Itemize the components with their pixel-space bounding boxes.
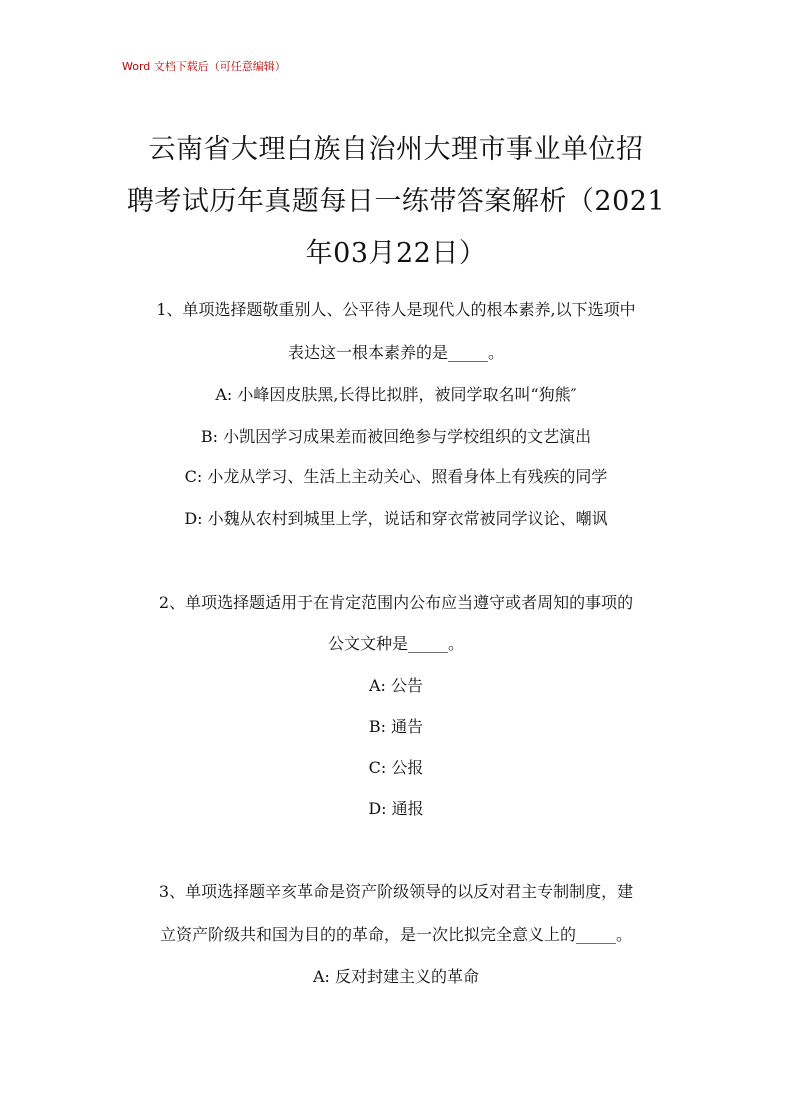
- question-1-option-a: A: 小峰因皮肤黑,长得比拟胖，被同学取名叫“狗熊″: [215, 385, 577, 404]
- question-2-option-c: C: 公报: [368, 758, 424, 777]
- question-3-stem-line-1: 3、单项选择题辛亥革命是资产阶级领导的以反对君主专制制度，建: [158, 882, 634, 901]
- question-1-stem-line-2: 表达这一根本素养的是_____。: [287, 343, 504, 362]
- question-3-stem-line-2: 立资产阶级共和国为目的的革命，是一次比拟完全意义上的_____。: [159, 925, 632, 944]
- question-1-option-d: D: 小魏从农村到城里上学，说话和穿衣常被同学议论、嘲讽: [184, 509, 608, 528]
- header-note: Word 文档下载后（可任意编辑）: [122, 60, 286, 73]
- question-2-stem-line-1: 2、单项选择题适用于在肯定范围内公布应当遵守或者周知的事项的: [158, 593, 634, 612]
- question-1-option-b: B: 小凯因学习成果差而被回绝参与学校组织的文艺演出: [200, 427, 592, 446]
- title-line-3: 年03月22日）: [305, 238, 487, 269]
- question-2-option-d: D: 通报: [368, 799, 424, 818]
- question-1-stem-line-1: 1、单项选择题敬重别人、公平待人是现代人的根本素养,以下选项中: [156, 300, 636, 319]
- question-2-option-a: A: 公告: [368, 676, 424, 695]
- question-2-stem-line-2: 公文文种是_____。: [327, 634, 464, 653]
- question-2-option-b: B: 通告: [368, 717, 424, 736]
- title-line-1: 云南省大理白族自治州大理市事业单位招: [148, 134, 644, 165]
- question-1-option-c: C: 小龙从学习、生活上主动关心、照看身体上有残疾的同学: [184, 467, 608, 486]
- title-line-2: 聘考试历年真题每日一练带答案解析（2021: [126, 186, 666, 217]
- question-3-option-a: A: 反对封建主义的革命: [312, 967, 480, 986]
- document-title: [120, 124, 672, 280]
